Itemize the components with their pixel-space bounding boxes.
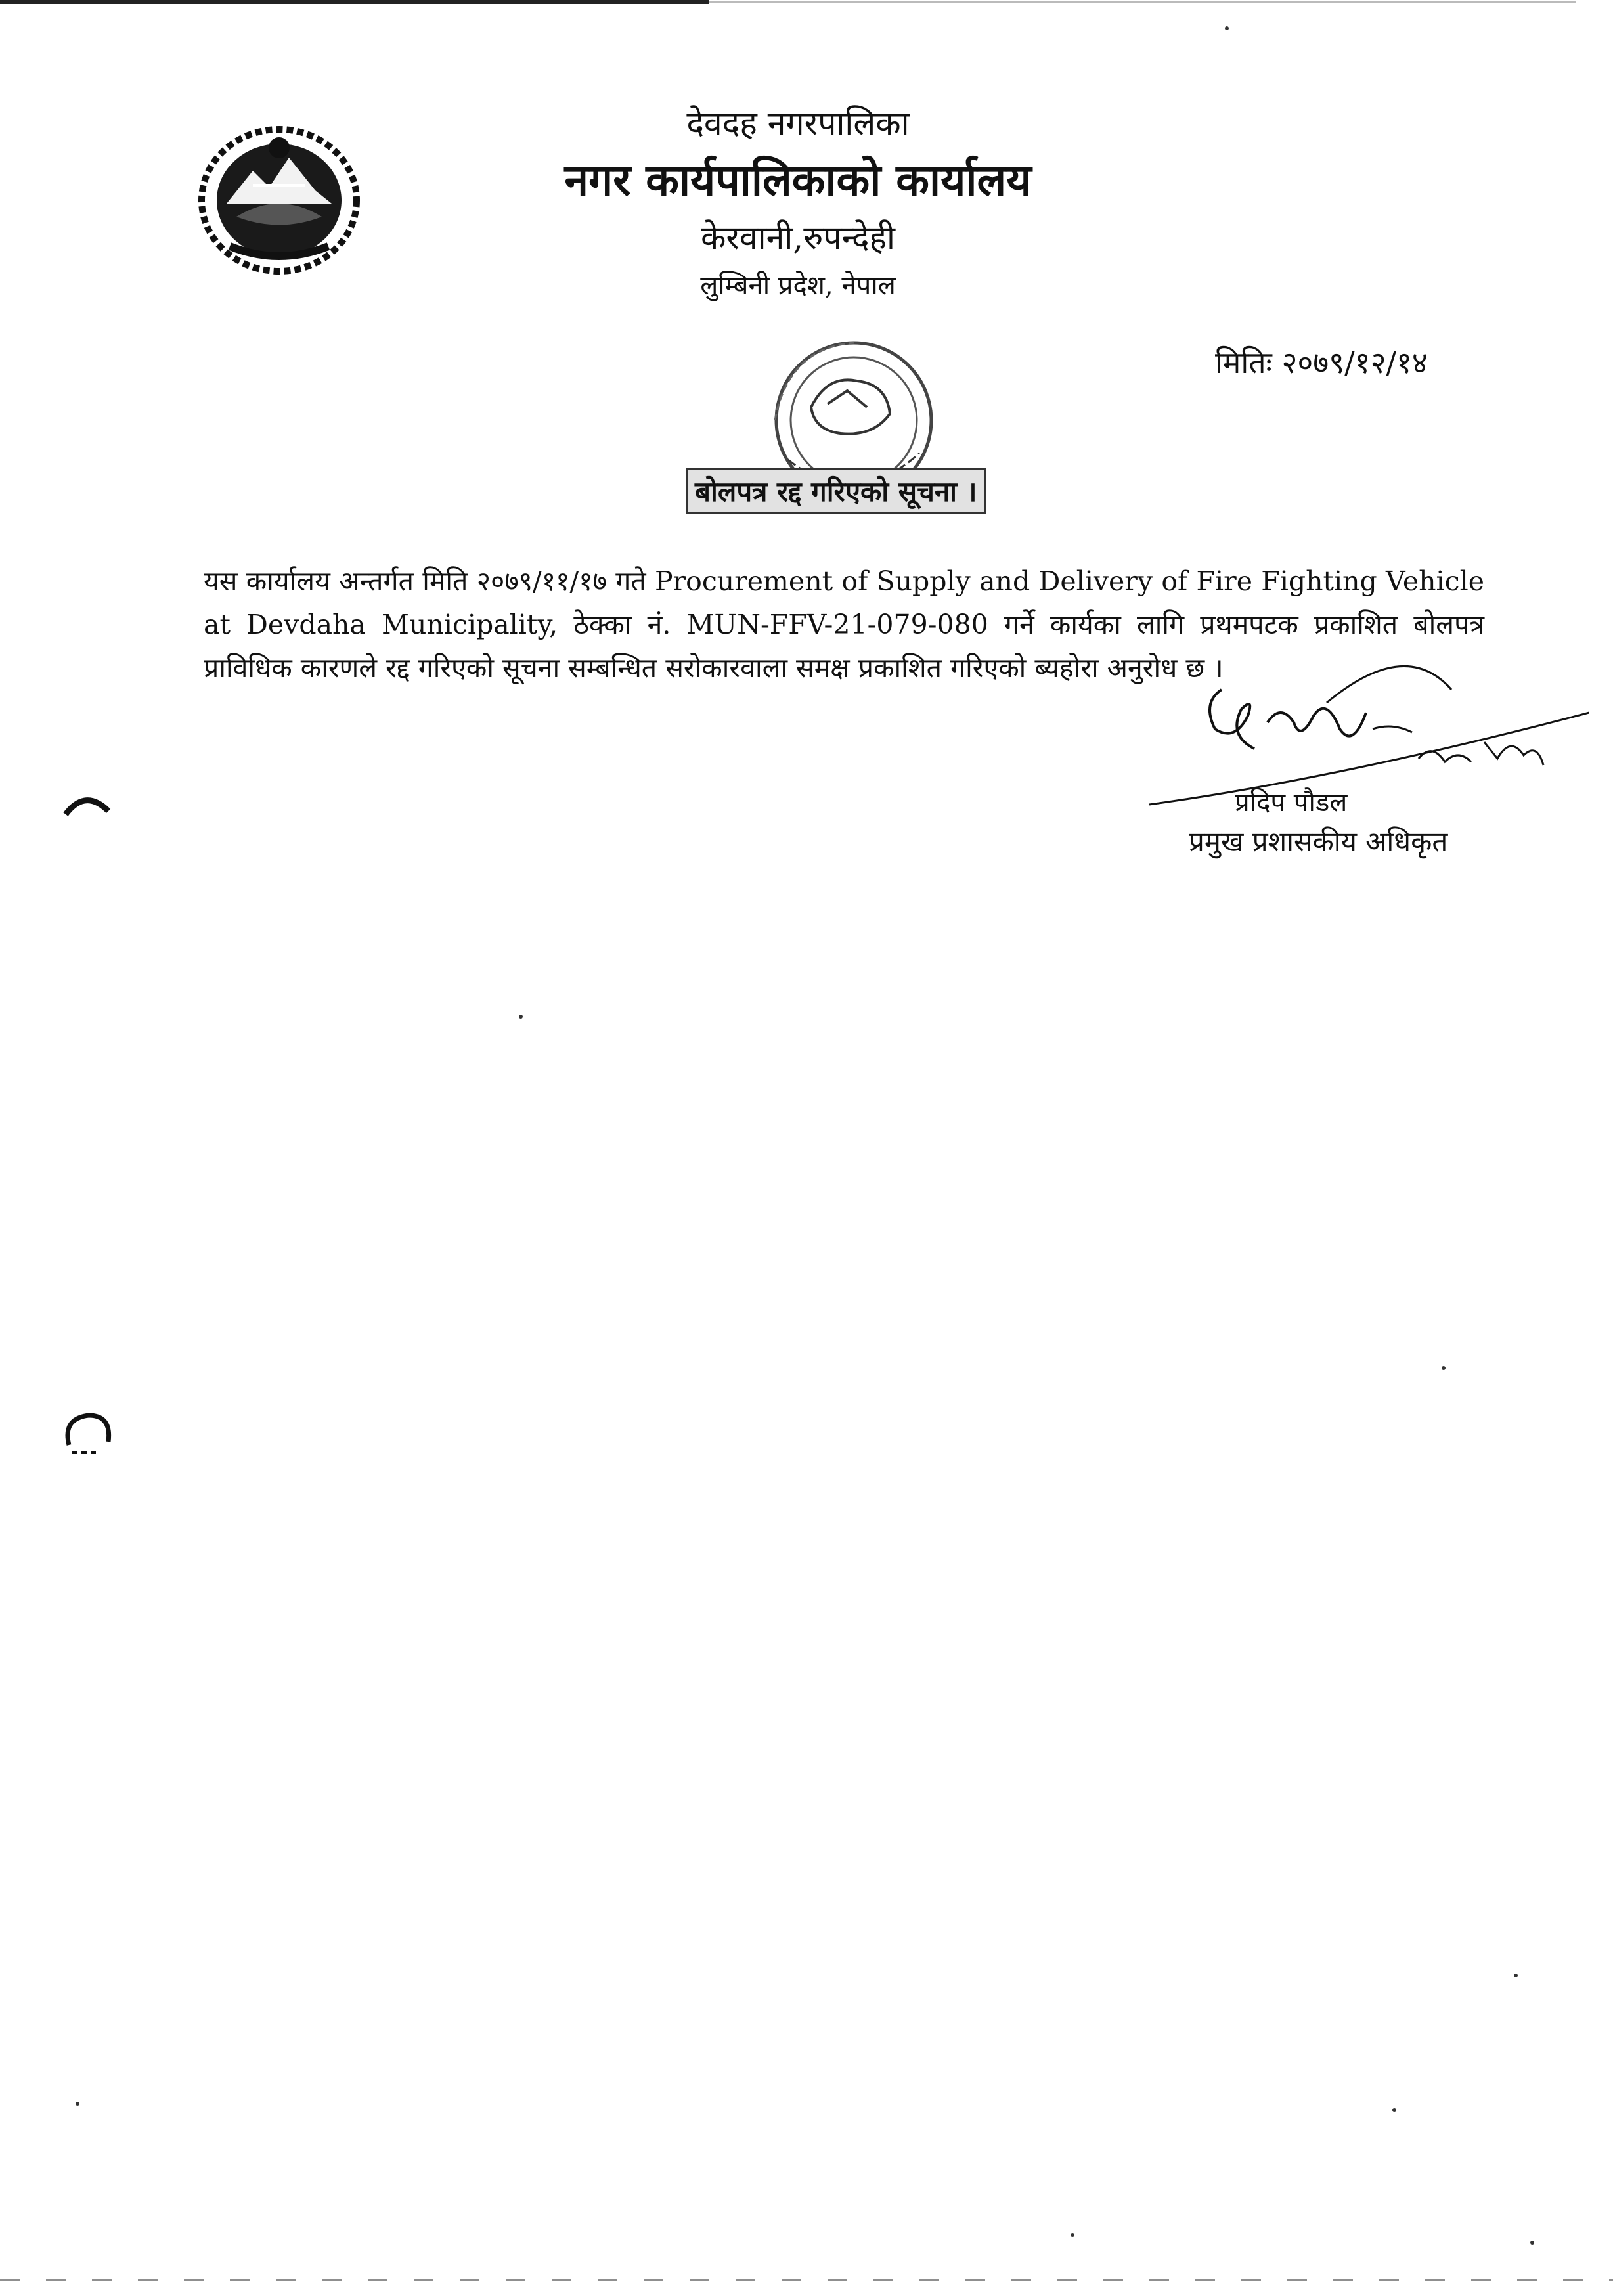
notice-subject: बोलपत्र रद्द गरिएको सूचना । [686,468,986,514]
letterhead [460,99,1136,307]
scan-speck [76,2102,79,2106]
nepal-government-emblem-icon [190,112,368,282]
signatory-name: प्रदिप पौडल [1235,787,1348,818]
office-province: लुम्बिनी प्रदेश, नेपाल [700,271,896,301]
scan-speck [1530,2241,1534,2245]
scan-edge-top [0,0,709,4]
municipality-name: देवदह नगरपालिका [686,104,910,143]
scan-edge-top-faint [709,1,1576,3]
scan-speck [1071,2233,1074,2237]
notice-body: यस कार्यालय अन्तर्गत मिति २०७९/११/१७ गते Procurement of Supply and Delivery of Fire Fighting Vehicle at Devdaha Municipality, ठेक्का नं. MUN-FFV-21-079-080 गर्ने कार्यका लागि प्रथमपटक प्रकाशित बोलपत्र प्राविधिक कारणले रद्द गरिएको सूचना सम्बन्धित सरोकारवाला समक्ष प्रकाशित गरिएको ब्यहोरा अनुरोध छ । [204,565,1484,684]
scan-speck [519,1015,523,1019]
scan-speck [1442,1366,1446,1370]
office-name: नगर कार्यपालिकाको कार्यालय [564,154,1032,206]
scan-speck [1392,2108,1396,2112]
scan-speck [1514,1974,1518,1977]
handwritten-signature-icon [1143,650,1589,821]
scan-edge-bottom [0,2279,1613,2281]
signatory-title: प्रमुख प्रशासकीय अधिकृत [1189,826,1448,858]
punch-hole-mark-upper [59,785,118,837]
office-location: केरवानी,रुपन्देही [701,219,895,257]
letter-date: मितिः २०७९/१२/१४ [1215,345,1428,380]
punch-hole-mark-lower [59,1405,118,1458]
scan-speck [1225,26,1229,30]
